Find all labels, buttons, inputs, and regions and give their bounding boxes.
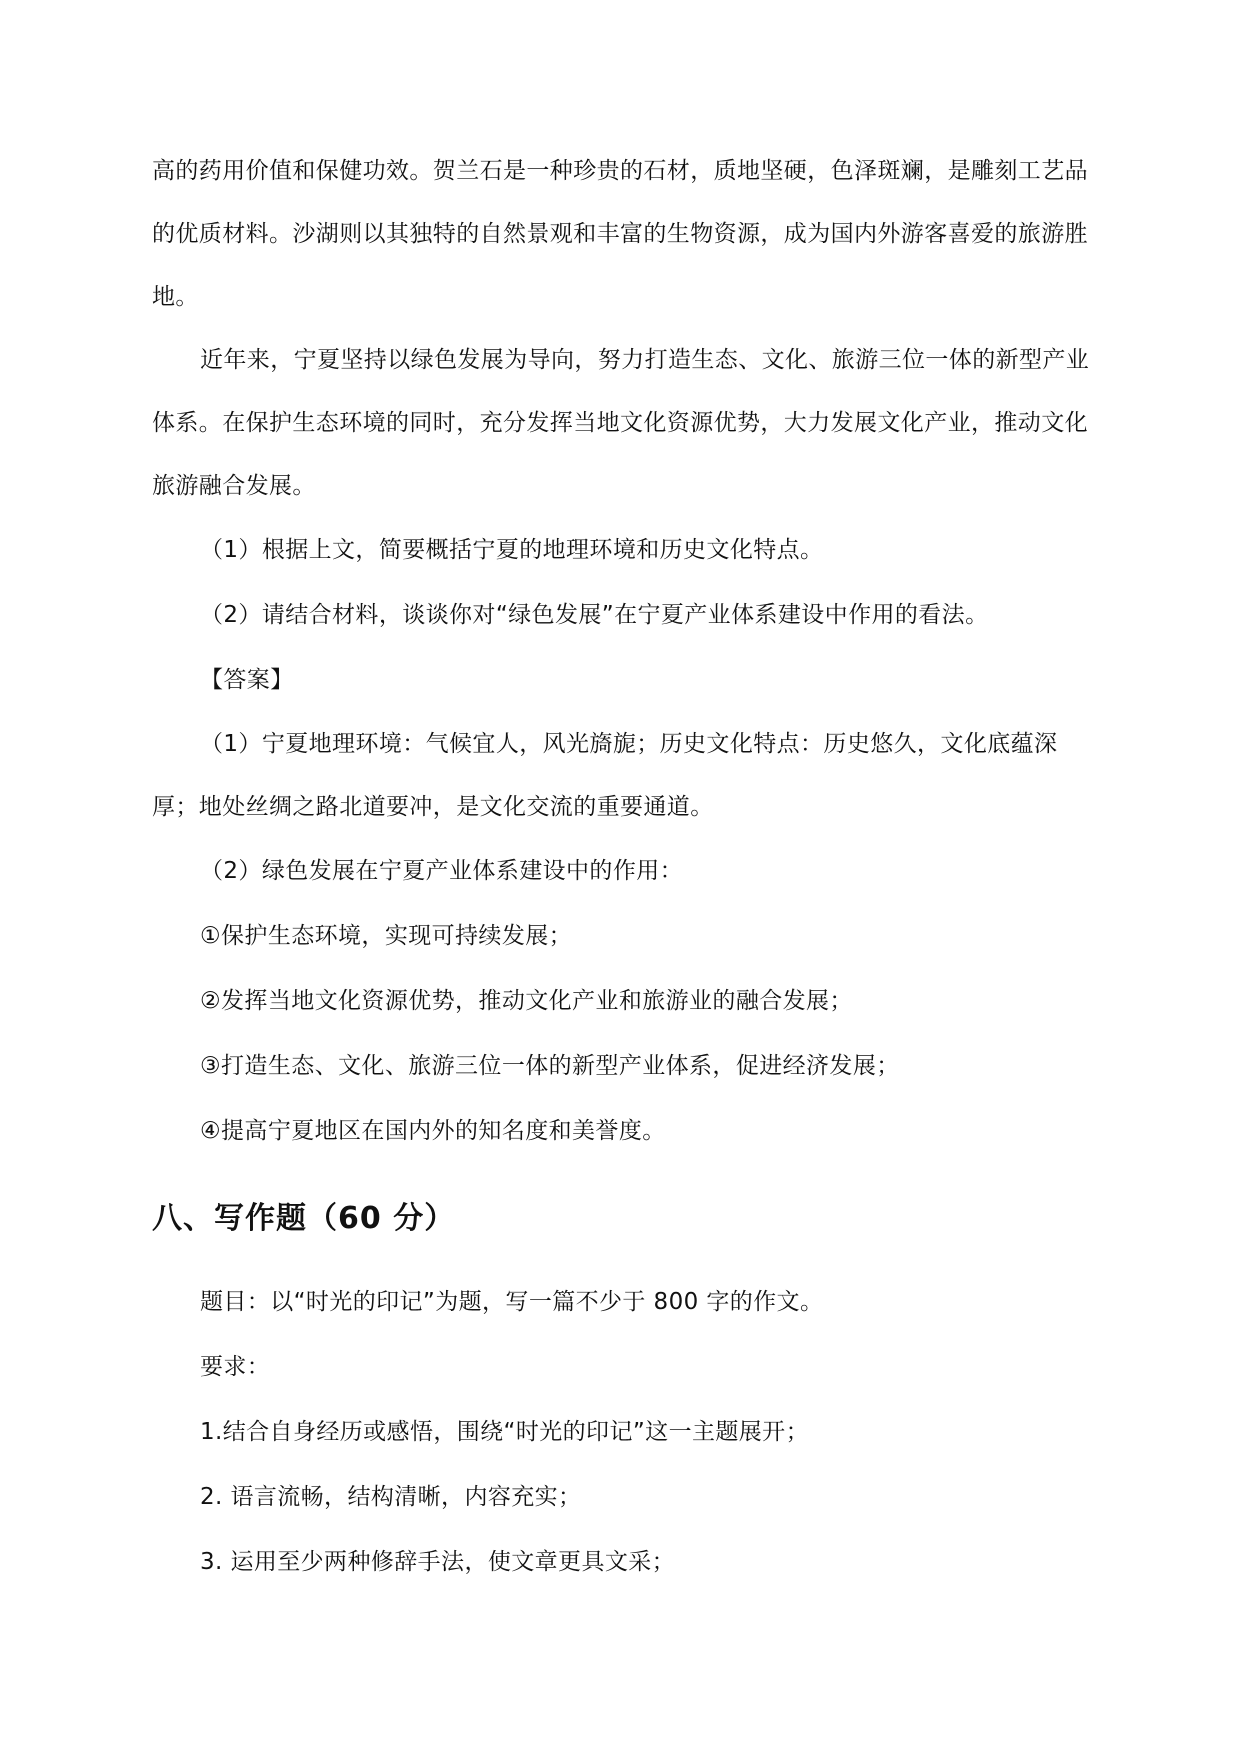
page-content [152,140,1092,1595]
requirement-2: 2. 语言流畅，结构清晰，内容充实； [200,1484,582,1510]
requirement-3: 3. 运用至少两种修辞手法，使文章更具文采； [200,1549,676,1575]
intro-paragraph-1: 高的药用价值和保健功效。贺兰石是一种珍贵的石材，质地坚硬，色泽斑斓，是雕刻工艺品的优质材料。沙湖则以其独特的自然景观和丰富的生物资源，成为国内外游客喜爱的旅游胜地。 [152,158,1088,310]
answer-label: 【答案】 [200,667,294,693]
intro-paragraph-2: 近年来，宁夏坚持以绿色发展为导向，努力打造生态、文化、旅游三位一体的新型产业体系。在保护生态环境的同时，充分发挥当地文化资源优势，大力发展文化产业，推动文化旅游融合发展。 [152,347,1090,499]
answer-2-point-4: ④提高宁夏地区在国内外的知名度和美誉度。 [200,1118,666,1144]
answer-1: （1）宁夏地理环境：气候宜人，风光旖旎；历史文化特点：历史悠久，文化底蕴深厚；地处丝绸之路北道要冲，是文化交流的重要通道。 [152,731,1058,820]
requirements-label: 要求： [200,1354,271,1380]
requirement-1: 1.结合自身经历或感悟，围绕“时光的印记”这一主题展开； [200,1419,809,1445]
answer-2-point-3: ③打造生态、文化、旅游三位一体的新型产业体系，促进经济发展； [200,1053,900,1079]
question-2: （2）请结合材料，谈谈你对“绿色发展”在宁夏产业体系建设中作用的看法。 [200,602,989,628]
answer-2-intro: （2）绿色发展在宁夏产业体系建设中的作用： [200,858,684,884]
answer-2-point-2: ②发挥当地文化资源优势，推动文化产业和旅游业的融合发展； [200,988,853,1014]
writing-prompt: 题目：以“时光的印记”为题，写一篇不少于 800 字的作文。 [200,1289,824,1315]
answer-2-point-1: ①保护生态环境，实现可持续发展； [200,923,573,949]
question-1: （1）根据上文，简要概括宁夏的地理环境和历史文化特点。 [200,537,824,563]
section-heading: 八、写作题（60 分） [152,1201,456,1236]
